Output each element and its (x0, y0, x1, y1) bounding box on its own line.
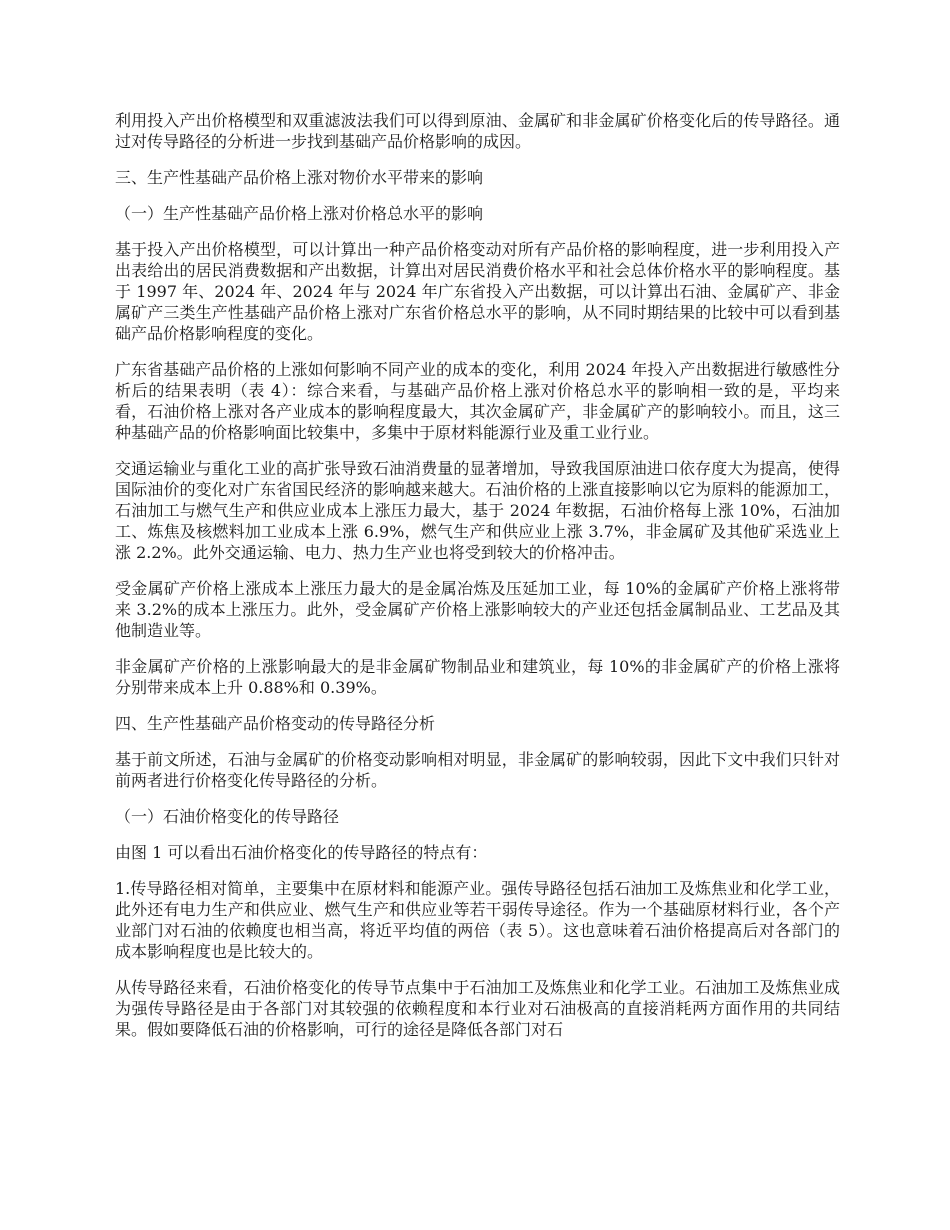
document-body (115, 110, 840, 1055)
paragraph-price-model: 基于投入产出价格模型，可以计算出一种产品价格变动对所有产品价格的影响程度，进一步利用投入产出表给出的居民消费数据和产出数据，计算出对居民消费价格水平和社会总体价格水平的影响程度。基于 1997 年、2024 年、2024 年与 2024 年广东省投入产出数据，可以计算出石油、金属矿产、非金属矿产三类生产性基础产品价格上涨对广东省价格总水平的影响，从不同时期结果的比较中可以看到基础产品价格影响程度的变化。 (115, 240, 840, 343)
paragraph-transmission-intro: 利用投入产出价格模型和双重滤波法我们可以得到原油、金属矿和非金属矿价格变化后的传导路径。通过对传导路径的分析进一步找到基础产品价格影响的成因。 (115, 111, 840, 151)
section-heading-3: 三、生产性基础产品价格上涨对物价水平带来的影响 (115, 168, 484, 187)
paragraph-figure-lead: 由图 1 可以看出石油价格变化的传导路径的特点有： (115, 843, 488, 862)
paragraph-nonmetal-impact: 非金属矿产价格的上涨影响最大的是非金属矿物制品业和建筑业，每 10%的非金属矿产的价格上涨将分别带来成本上升 0.88%和 0.39%。 (115, 657, 840, 697)
paragraph-point-1: 1.传导路径相对简单，主要集中在原材料和能源产业。强传导路径包括石油加工及炼焦业和化学工业，此外还有电力生产和供应业、燃气生产和供应业等若干弱传导途径。作为一个基础原材料行业，各个产业部门对石油的依赖度也相当高，将近平均值的两倍（表 5）。这也意味着石油价格提高后对各部门的成本影响程度也是比较大的。 (115, 879, 840, 961)
subsection-heading-3-1: （一）生产性基础产品价格上涨对价格总水平的影响 (115, 204, 484, 223)
subsection-heading-4-1: （一）石油价格变化的传导路径 (115, 807, 340, 826)
paragraph-oil-impact: 交通运输业与重化工业的高扩张导致石油消费量的显著增加，导致我国原油进口依存度大为提高，使得国际油价的变化对广东省国民经济的影响越来越大。石油价格的上涨直接影响以它为原料的能源加工，石油加工与燃气生产和供应业成本上涨压力最大，基于 2024 年数据，石油价格每上涨 10%，石油加工、炼焦及核燃料加工业成本上涨 6.9%，燃气生产和供应业上涨 3.7%，非金属矿及其他矿采选业上涨 2.2%。此外交通运输、电力、热力生产业也将受到较大的价格冲击。 (115, 459, 840, 562)
paragraph-transmission-scope: 基于前文所述，石油与金属矿的价格变动影响相对明显，非金属矿的影响较弱，因此下文中我们只针对前两者进行价格变化传导路径的分析。 (115, 750, 840, 790)
paragraph-sensitivity: 广东省基础产品价格的上涨如何影响不同产业的成本的变化，利用 2024 年投入产出数据进行敏感性分析后的结果表明（表 4）：综合来看，与基础产品价格上涨对价格总水平的影响相一致的是，平均来看，石油价格上涨对各产业成本的影响程度最大，其次金属矿产，非金属矿产的影响较小。而且，这三种基础产品的价格影响面比较集中，多集中于原材料能源行业及重工业行业。 (115, 360, 840, 442)
paragraph-transmission-nodes: 从传导路径来看，石油价格变化的传导节点集中于石油加工及炼焦业和化学工业。石油加工及炼焦业成为强传导路径是由于各部门对其较强的依赖程度和本行业对石油极高的直接消耗两方面作用的共同结果。假如要降低石油的价格影响，可行的途径是降低各部门对石 (115, 978, 840, 1039)
paragraph-metal-impact: 受金属矿产价格上涨成本上涨压力最大的是金属冶炼及压延加工业，每 10%的金属矿产价格上涨将带来 3.2%的成本上涨压力。此外，受金属矿产价格上涨影响较大的产业还包括金属制品业、工艺品及其他制造业等。 (115, 579, 840, 640)
section-heading-4: 四、生产性基础产品价格变动的传导路径分析 (115, 714, 436, 733)
